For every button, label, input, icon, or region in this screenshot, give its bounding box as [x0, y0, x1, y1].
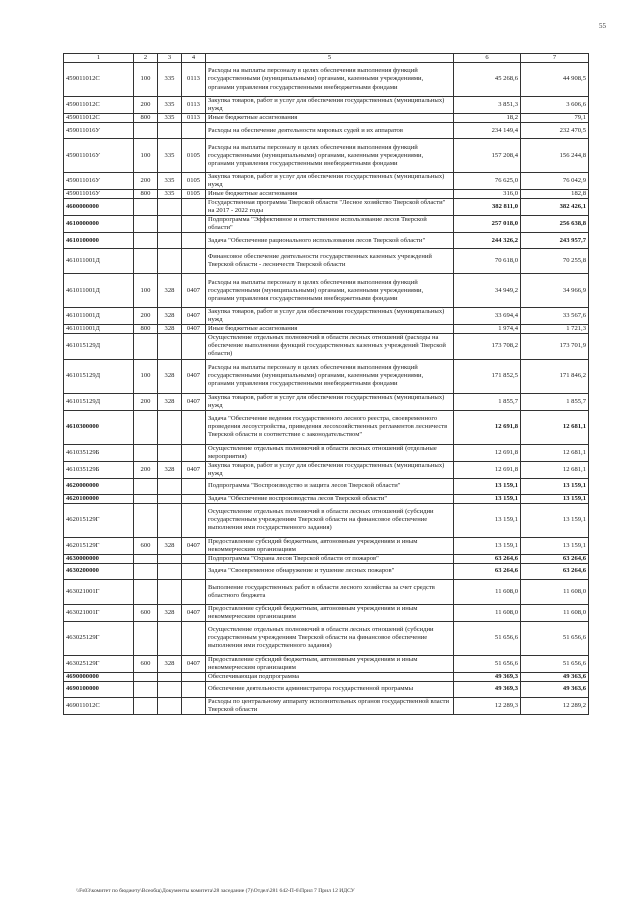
code-cell: 4630200000 [64, 563, 134, 579]
name-cell: Задача "Обеспечение ведения государственного лесного реестра, своевременного проведения лесоустройства, приведения лесохозяйственных регламентов лесничеств Тверской области в соответствие с законодательством" [206, 410, 454, 444]
code-cell: 461011001Д [64, 308, 134, 325]
department-cell: 335 [158, 97, 182, 114]
amount-col7-cell: 34 966,9 [521, 274, 589, 308]
code-cell: 4610300000 [64, 410, 134, 444]
name-cell: Задача "Обеспечение рационального использования лесов Тверской области" [206, 233, 454, 249]
amount-col6-cell: 11 608,0 [454, 604, 521, 621]
name-cell: Задача "Своевременное обнаружение и тушение лесных пожаров" [206, 563, 454, 579]
expense-type-cell: 200 [134, 393, 158, 410]
table-row [64, 173, 589, 190]
section-cell [182, 233, 206, 249]
name-cell: Обеспечивающая подпрограмма [206, 672, 454, 681]
expense-type-cell [134, 216, 158, 233]
budget-table [63, 53, 589, 715]
expense-type-cell: 800 [134, 114, 158, 123]
amount-col6-cell: 18,2 [454, 114, 521, 123]
header-col-5: 5 [206, 54, 454, 63]
section-cell [182, 681, 206, 697]
amount-col6-cell: 12 289,3 [454, 697, 521, 714]
name-cell: Предоставление субсидий бюджетным, автономным учреждениям и иным некоммерческим организациям [206, 655, 454, 672]
name-cell: Подпрограмма "Охрана лесов Тверской области от пожаров" [206, 554, 454, 563]
department-cell [158, 334, 182, 359]
name-cell: Иные бюджетные ассигнования [206, 325, 454, 334]
amount-col6-cell: 11 608,0 [454, 579, 521, 604]
name-cell: Предоставление субсидий бюджетным, автономным учреждениям и иным некоммерческим организациям [206, 604, 454, 621]
section-cell: 0407 [182, 308, 206, 325]
name-cell: Расходы на выплаты персоналу в целях обеспечения выполнения функций государственными (муниципальными) органами, казенными учреждениями, органами управления государственными внебюджетными фондами [206, 63, 454, 97]
table-row [64, 233, 589, 249]
amount-col6-cell: 70 618,0 [454, 249, 521, 274]
amount-col6-cell: 171 852,5 [454, 359, 521, 393]
code-cell: 459011012С [64, 97, 134, 114]
expense-type-cell [134, 123, 158, 139]
name-cell: Предоставление субсидий бюджетным, автономным учреждениям и иным некоммерческим организациям [206, 537, 454, 554]
department-cell: 328 [158, 655, 182, 672]
code-cell: 4690100000 [64, 681, 134, 697]
expense-type-cell: 100 [134, 274, 158, 308]
section-cell: 0407 [182, 393, 206, 410]
section-cell [182, 334, 206, 359]
name-cell: Финансовое обеспечение деятельности государственных казенных учреждений Тверской области - лесничеств Тверской области [206, 249, 454, 274]
department-cell [158, 621, 182, 655]
code-cell: 469011012С [64, 697, 134, 714]
expense-type-cell [134, 554, 158, 563]
section-cell [182, 494, 206, 503]
amount-col7-cell: 182,8 [521, 190, 589, 199]
budget-table-container [63, 53, 588, 715]
amount-col6-cell: 63 264,6 [454, 563, 521, 579]
table-row [64, 308, 589, 325]
section-cell [182, 199, 206, 216]
amount-col6-cell: 51 656,6 [454, 621, 521, 655]
department-cell [158, 697, 182, 714]
amount-col6-cell: 12 691,8 [454, 410, 521, 444]
section-cell [182, 478, 206, 494]
department-cell: 335 [158, 190, 182, 199]
table-row [64, 249, 589, 274]
amount-col6-cell: 3 851,3 [454, 97, 521, 114]
expense-type-cell [134, 444, 158, 461]
expense-type-cell [134, 579, 158, 604]
name-cell: Расходы на выплаты персоналу в целях обеспечения выполнения функций государственными (муниципальными) органами, казенными учреждениями, органами управления государственными внебюджетными фондами [206, 359, 454, 393]
code-cell: 461011001Д [64, 274, 134, 308]
table-row [64, 334, 589, 359]
code-cell: 459011016У [64, 190, 134, 199]
amount-col7-cell: 3 606,6 [521, 97, 589, 114]
amount-col6-cell: 12 691,8 [454, 461, 521, 478]
amount-col7-cell: 256 638,8 [521, 216, 589, 233]
section-cell: 0105 [182, 190, 206, 199]
section-cell [182, 563, 206, 579]
amount-col7-cell: 44 908,5 [521, 63, 589, 97]
amount-col6-cell: 173 708,2 [454, 334, 521, 359]
code-cell: 461015129Д [64, 334, 134, 359]
code-cell: 459011012С [64, 114, 134, 123]
name-cell: Подпрограмма "Эффективное и ответственное использование лесов Тверской области" [206, 216, 454, 233]
name-cell: Закупка товаров, работ и услуг для обеспечения государственных (муниципальных) нужд [206, 461, 454, 478]
code-cell: 463021001Г [64, 579, 134, 604]
section-cell [182, 216, 206, 233]
amount-col7-cell: 13 159,1 [521, 494, 589, 503]
page-number: 55 [599, 22, 606, 30]
department-cell: 335 [158, 173, 182, 190]
name-cell: Закупка товаров, работ и услуг для обеспечения государственных (муниципальных) нужд [206, 173, 454, 190]
table-row [64, 274, 589, 308]
code-cell: 4690000000 [64, 672, 134, 681]
name-cell: Расходы на выплаты персоналу в целях обеспечения выполнения функций государственными (муниципальными) органами, казенными учреждениями, органами управления государственными внебюджетными фондами [206, 139, 454, 173]
expense-type-cell: 600 [134, 655, 158, 672]
name-cell: Задача "Обеспечение воспроизводства лесов Тверской области" [206, 494, 454, 503]
amount-col7-cell: 12 681,1 [521, 410, 589, 444]
expense-type-cell: 200 [134, 97, 158, 114]
amount-col7-cell: 63 264,6 [521, 563, 589, 579]
expense-type-cell: 600 [134, 604, 158, 621]
section-cell: 0113 [182, 114, 206, 123]
expense-type-cell [134, 494, 158, 503]
amount-col7-cell: 12 289,2 [521, 697, 589, 714]
name-cell: Иные бюджетные ассигнования [206, 114, 454, 123]
name-cell: Закупка товаров, работ и услуг для обеспечения государственных (муниципальных) нужд [206, 97, 454, 114]
amount-col6-cell: 49 369,3 [454, 681, 521, 697]
code-cell: 4630000000 [64, 554, 134, 563]
name-cell: Обеспечение деятельности администратора государственной программы [206, 681, 454, 697]
name-cell: Иные бюджетные ассигнования [206, 190, 454, 199]
department-cell: 328 [158, 359, 182, 393]
code-cell: 463021001Г [64, 604, 134, 621]
section-cell: 0407 [182, 655, 206, 672]
expense-type-cell [134, 249, 158, 274]
table-row [64, 697, 589, 714]
header-col-4: 4 [182, 54, 206, 63]
expense-type-cell [134, 697, 158, 714]
amount-col6-cell: 33 694,4 [454, 308, 521, 325]
code-cell: 4610100000 [64, 233, 134, 249]
code-cell: 459011016У [64, 123, 134, 139]
table-row [64, 621, 589, 655]
name-cell: Выполнение государственных работ в области лесного хозяйства за счет средств областного бюджета [206, 579, 454, 604]
section-cell [182, 579, 206, 604]
amount-col6-cell: 51 656,6 [454, 655, 521, 672]
department-cell [158, 579, 182, 604]
amount-col6-cell: 34 949,2 [454, 274, 521, 308]
amount-col6-cell: 13 159,1 [454, 494, 521, 503]
code-cell: 461011001Д [64, 249, 134, 274]
amount-col7-cell: 243 957,7 [521, 233, 589, 249]
amount-col6-cell: 76 625,0 [454, 173, 521, 190]
department-cell [158, 410, 182, 444]
amount-col6-cell: 45 268,6 [454, 63, 521, 97]
code-cell: 463025129Г [64, 621, 134, 655]
code-cell: 461035129Б [64, 461, 134, 478]
amount-col7-cell: 13 159,1 [521, 503, 589, 537]
department-cell [158, 444, 182, 461]
name-cell: Осуществление отдельных полномочий в области лесных отношений (расходы на обеспечение выполнения функций государственных казенных учреждений Тверской области) [206, 334, 454, 359]
header-col-6: 6 [454, 54, 521, 63]
name-cell: Закупка товаров, работ и услуг для обеспечения государственных (муниципальных) нужд [206, 393, 454, 410]
department-cell: 328 [158, 325, 182, 334]
amount-col6-cell: 49 369,3 [454, 672, 521, 681]
amount-col7-cell: 33 567,6 [521, 308, 589, 325]
expense-type-cell: 600 [134, 537, 158, 554]
amount-col7-cell: 79,1 [521, 114, 589, 123]
department-cell [158, 554, 182, 563]
expense-type-cell [134, 334, 158, 359]
section-cell: 0407 [182, 274, 206, 308]
table-row [64, 554, 589, 563]
table-row [64, 604, 589, 621]
expense-type-cell [134, 621, 158, 655]
section-cell: 0105 [182, 139, 206, 173]
section-cell: 0407 [182, 461, 206, 478]
amount-col7-cell: 171 846,2 [521, 359, 589, 393]
table-row [64, 139, 589, 173]
amount-col6-cell: 13 159,1 [454, 537, 521, 554]
department-cell: 335 [158, 63, 182, 97]
section-cell [182, 249, 206, 274]
amount-col7-cell: 12 681,1 [521, 444, 589, 461]
table-row [64, 325, 589, 334]
expense-type-cell: 100 [134, 63, 158, 97]
name-cell: Расходы по центральному аппарату исполнительных органов государственной власти Тверской области [206, 697, 454, 714]
expense-type-cell: 200 [134, 173, 158, 190]
name-cell: Государственная программа Тверской области "Лесное хозяйство Тверской области" на 2017 - 2022 годы [206, 199, 454, 216]
table-row [64, 655, 589, 672]
code-cell: 463025129Г [64, 655, 134, 672]
table-row [64, 478, 589, 494]
department-cell: 328 [158, 537, 182, 554]
table-row [64, 461, 589, 478]
code-cell: 459011012С [64, 63, 134, 97]
section-cell [182, 672, 206, 681]
table-row [64, 444, 589, 461]
table-row [64, 216, 589, 233]
code-cell: 4600000000 [64, 199, 134, 216]
expense-type-cell [134, 199, 158, 216]
table-row [64, 199, 589, 216]
department-cell [158, 672, 182, 681]
department-cell: 335 [158, 114, 182, 123]
name-cell: Осуществление отдельных полномочий в области лесных отношений (отдельные мероприятия) [206, 444, 454, 461]
amount-col7-cell: 13 159,1 [521, 537, 589, 554]
header-col-1: 1 [64, 54, 134, 63]
department-cell [158, 249, 182, 274]
table-row [64, 97, 589, 114]
department-cell: 328 [158, 274, 182, 308]
department-cell [158, 233, 182, 249]
name-cell: Расходы на выплаты персоналу в целях обеспечения выполнения функций государственными (муниципальными) органами, казенными учреждениями, органами управления государственными внебюджетными фондами [206, 274, 454, 308]
section-cell: 0407 [182, 537, 206, 554]
table-row [64, 579, 589, 604]
table-row [64, 123, 589, 139]
amount-col7-cell: 51 656,6 [521, 655, 589, 672]
amount-col7-cell: 173 701,9 [521, 334, 589, 359]
header-col-3: 3 [158, 54, 182, 63]
amount-col7-cell: 382 426,1 [521, 199, 589, 216]
name-cell: Осуществление отдельных полномочий в области лесных отношений (субсидии государственным учреждениям Тверской области на финансовое обеспечение выполнения ими государственного задания) [206, 503, 454, 537]
code-cell: 4610000000 [64, 216, 134, 233]
amount-col6-cell: 244 326,2 [454, 233, 521, 249]
section-cell [182, 621, 206, 655]
table-header-row [64, 54, 589, 63]
amount-col7-cell: 76 042,9 [521, 173, 589, 190]
code-cell: 4620000000 [64, 478, 134, 494]
expense-type-cell [134, 681, 158, 697]
code-cell: 4620100000 [64, 494, 134, 503]
table-row [64, 563, 589, 579]
amount-col7-cell: 49 363,6 [521, 681, 589, 697]
table-row [64, 410, 589, 444]
section-cell: 0407 [182, 604, 206, 621]
code-cell: 462015129Г [64, 537, 134, 554]
amount-col7-cell: 1 855,7 [521, 393, 589, 410]
amount-col6-cell: 234 149,4 [454, 123, 521, 139]
table-row [64, 63, 589, 97]
amount-col7-cell: 49 363,6 [521, 672, 589, 681]
department-cell [158, 563, 182, 579]
code-cell: 461015129Д [64, 359, 134, 393]
department-cell [158, 503, 182, 537]
expense-type-cell [134, 563, 158, 579]
table-row [64, 494, 589, 503]
file-path-footer: \\Fs03\комитет по бюджету\Всеобщ\Документы комитета\28 заседание (7)\Отдел\281 642-П-6\Прил 7 Прил 12 ИДСУ [76, 888, 355, 894]
amount-col6-cell: 13 159,1 [454, 478, 521, 494]
amount-col7-cell: 11 608,0 [521, 604, 589, 621]
amount-col6-cell: 13 159,1 [454, 503, 521, 537]
code-cell: 459011016У [64, 139, 134, 173]
department-cell [158, 123, 182, 139]
section-cell [182, 554, 206, 563]
amount-col6-cell: 157 208,4 [454, 139, 521, 173]
amount-col6-cell: 63 264,6 [454, 554, 521, 563]
expense-type-cell: 800 [134, 325, 158, 334]
amount-col6-cell: 257 018,0 [454, 216, 521, 233]
section-cell: 0407 [182, 359, 206, 393]
table-row [64, 537, 589, 554]
expense-type-cell: 200 [134, 461, 158, 478]
department-cell: 335 [158, 139, 182, 173]
name-cell: Расходы на обеспечение деятельности мировых судей и их аппаратов [206, 123, 454, 139]
department-cell: 328 [158, 461, 182, 478]
expense-type-cell [134, 410, 158, 444]
department-cell [158, 494, 182, 503]
expense-type-cell: 100 [134, 139, 158, 173]
code-cell: 461011001Д [64, 325, 134, 334]
amount-col7-cell: 1 721,3 [521, 325, 589, 334]
amount-col7-cell: 63 264,6 [521, 554, 589, 563]
amount-col6-cell: 1 855,7 [454, 393, 521, 410]
table-row [64, 393, 589, 410]
table-row [64, 681, 589, 697]
department-cell: 328 [158, 393, 182, 410]
section-cell: 0105 [182, 173, 206, 190]
department-cell [158, 216, 182, 233]
department-cell: 328 [158, 308, 182, 325]
section-cell: 0407 [182, 325, 206, 334]
amount-col6-cell: 316,0 [454, 190, 521, 199]
table-row [64, 114, 589, 123]
header-col-2: 2 [134, 54, 158, 63]
name-cell: Осуществление отдельных полномочий в области лесных отношений (субсидии государственным учреждениям Тверской области на финансовое обеспечение выполнения ими государственного задания) [206, 621, 454, 655]
code-cell: 459011016У [64, 173, 134, 190]
amount-col7-cell: 51 656,6 [521, 621, 589, 655]
section-cell [182, 444, 206, 461]
code-cell: 461035129Б [64, 444, 134, 461]
amount-col7-cell: 11 608,0 [521, 579, 589, 604]
amount-col6-cell: 12 691,8 [454, 444, 521, 461]
amount-col6-cell: 1 974,4 [454, 325, 521, 334]
expense-type-cell: 800 [134, 190, 158, 199]
section-cell [182, 697, 206, 714]
expense-type-cell [134, 478, 158, 494]
code-cell: 461015129Д [64, 393, 134, 410]
amount-col7-cell: 70 255,8 [521, 249, 589, 274]
amount-col7-cell: 13 159,1 [521, 478, 589, 494]
name-cell: Закупка товаров, работ и услуг для обеспечения государственных (муниципальных) нужд [206, 308, 454, 325]
expense-type-cell [134, 503, 158, 537]
amount-col7-cell: 12 681,1 [521, 461, 589, 478]
header-col-7: 7 [521, 54, 589, 63]
department-cell [158, 199, 182, 216]
amount-col7-cell: 156 244,8 [521, 139, 589, 173]
amount-col7-cell: 232 470,5 [521, 123, 589, 139]
code-cell: 462015129Г [64, 503, 134, 537]
amount-col6-cell: 382 811,0 [454, 199, 521, 216]
expense-type-cell [134, 233, 158, 249]
expense-type-cell: 200 [134, 308, 158, 325]
table-row [64, 359, 589, 393]
section-cell [182, 410, 206, 444]
department-cell: 328 [158, 604, 182, 621]
section-cell: 0113 [182, 63, 206, 97]
department-cell [158, 681, 182, 697]
table-row [64, 190, 589, 199]
table-row [64, 503, 589, 537]
expense-type-cell: 100 [134, 359, 158, 393]
expense-type-cell [134, 672, 158, 681]
name-cell: Подпрограмма "Воспроизводство и защита лесов Тверской области" [206, 478, 454, 494]
table-row [64, 672, 589, 681]
department-cell [158, 478, 182, 494]
section-cell [182, 123, 206, 139]
section-cell: 0113 [182, 97, 206, 114]
section-cell [182, 503, 206, 537]
